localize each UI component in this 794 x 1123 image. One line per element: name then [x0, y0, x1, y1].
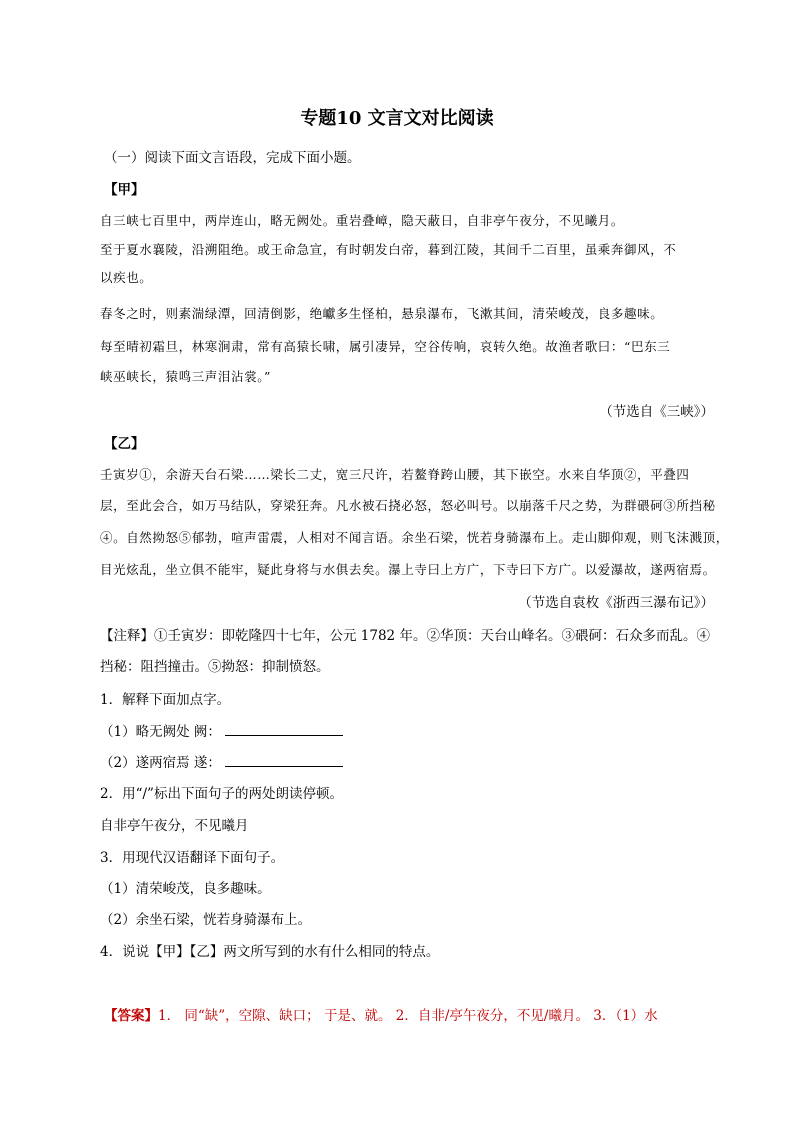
yi-label: 【乙】	[104, 436, 145, 452]
question-3: 3．用现代汉语翻译下面句子。	[100, 850, 285, 866]
yi-line-3: ④。自然拗怒⑤郁勃，喧声雷震，人相对不闻言语。余坐石梁，恍若身骑瀑布上。走山脚仰观，则飞沫溅顶，	[100, 530, 729, 545]
jia-label: 【甲】	[104, 182, 145, 198]
jia-paragraph-3: 春冬之时，则素湍绿潭，回清倒影，绝巘多生怪柏，悬泉瀑布，飞漱其间，清荣峻茂，良多趣味。	[100, 306, 664, 321]
jia-paragraph-4b: 峡巫峡长，猿鸣三声泪沾裳。”	[100, 369, 272, 384]
intro-text: （一）阅读下面文言语段，完成下面小题。	[104, 150, 361, 166]
answer-text: 1． 同“缺”，空隙、缺口； 于是、就。 2．自非/亭午夜分，不见/曦月。 3．（1）水	[158, 1008, 658, 1024]
question-1: 1．解释下面加点字。	[100, 692, 231, 708]
question-1a	[100, 720, 343, 740]
question-3b: （2）余坐石梁，恍若身骑瀑布上。	[100, 912, 312, 928]
yi-source: （节选自袁枚《浙西三瀑布记》）	[518, 595, 714, 611]
question-4: 4．说说【甲】【乙】两文所写到的水有什么相同的特点。	[100, 944, 440, 960]
page-title: 专题10 文言文对比阅读	[300, 108, 494, 129]
notes-line-1: 【注释】①壬寅岁：即乾隆四十七年，公元 1782 年。②华顶：天台山峰名。③碨砢：石众多而乱。④	[100, 628, 710, 644]
question-2-sentence: 自非亭午夜分，不见曦月	[100, 818, 249, 834]
yi-line-1: 壬寅岁①，余游天台石梁……梁长二丈，宽三尺许，若鳌脊跨山腰，其下嵌空。水来自华顶②，平叠四	[100, 467, 690, 482]
jia-source: （节选自《三峡》）	[599, 404, 714, 420]
jia-paragraph-1: 自三峡七百里中，两岸连山，略无阙处。重岩叠嶂，隐天蔽日，自非亭午夜分，不见曦月。	[100, 213, 625, 228]
answer-tag: 【答案】	[104, 1008, 158, 1024]
answer-line	[104, 1004, 658, 1024]
question-1a-text: （1）略无阙处 阙：	[100, 724, 221, 740]
yi-line-2: 层，至此会合，如万马结队，穿梁狂奔。凡水被石挠必怒，怒必叫号。以崩落千尺之势，为群碨砢③所挡秘	[100, 498, 716, 513]
question-1b	[100, 751, 343, 771]
answer-blank-1b[interactable]	[225, 754, 343, 767]
notes-line-2: 挡秘：阻挡撞击。⑤拗怒：抑制愤怒。	[100, 659, 330, 675]
jia-paragraph-2a: 至于夏水襄陵，沿溯阻绝。或王命急宣，有时朝发白帝，暮到江陵，其间千二百里，虽乘奔御风，不	[100, 242, 677, 257]
yi-line-4: 目光炫乱，坐立俱不能牢，疑此身将与水俱去矣。瀑上寺曰上方广，下寺曰下方广。以爱瀑故，遂两宿焉。	[100, 562, 716, 577]
answer-blank-1a[interactable]	[225, 723, 343, 736]
question-2: 2．用“/”标出下面句子的两处朗读停顿。	[100, 786, 343, 802]
question-3a: （1）清荣峻茂，良多趣味。	[100, 881, 271, 897]
jia-paragraph-2b: 以疾也。	[100, 270, 153, 285]
jia-paragraph-4a: 每至晴初霜旦，林寒涧肃，常有高猿长啸，属引凄异，空谷传响，哀转久绝。故渔者歌曰：“巴东三	[100, 339, 671, 354]
question-1b-text: （2）遂两宿焉 遂：	[100, 755, 221, 771]
